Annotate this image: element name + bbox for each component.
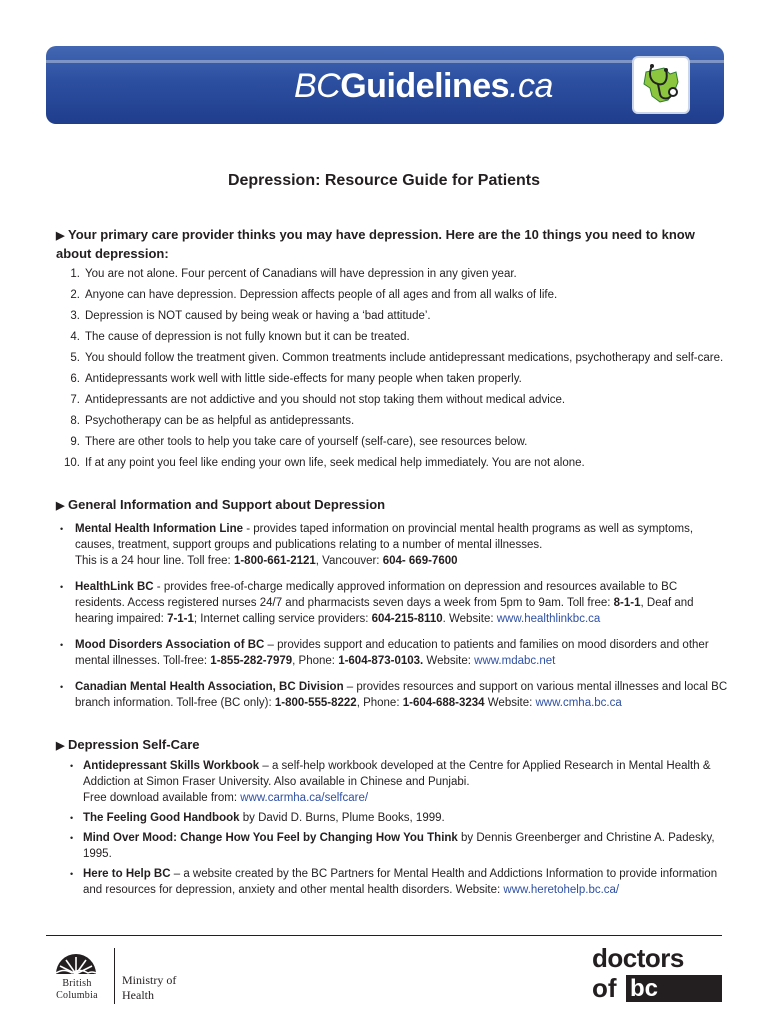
- list-item: [60, 521, 728, 569]
- phone-number: 1-800-555-8222: [274, 697, 357, 709]
- phone-number: 1-604-688-3234: [402, 697, 485, 709]
- resource-line: , Phone:: [356, 697, 403, 709]
- website-link[interactable]: www.mdabc.net: [474, 655, 556, 667]
- resource-name: Mental Health Information Line: [75, 523, 244, 535]
- resource-name: Mood Disorders Association of BC: [75, 639, 265, 651]
- footer-divider: [46, 935, 722, 936]
- item-body: [83, 866, 730, 898]
- of-text: of: [592, 973, 617, 1003]
- logo-separator: [114, 948, 115, 1004]
- item-number: 8.: [70, 415, 80, 427]
- list-item: [56, 308, 736, 329]
- list-item: [70, 758, 730, 806]
- item-number: 9.: [70, 436, 80, 448]
- resource-name: Canadian Mental Health Association, BC Division: [75, 681, 344, 693]
- item-text: There are other tools to help you take care of yourself (self-care), see resources below.: [85, 436, 528, 448]
- item-body: [83, 758, 730, 806]
- doctors-text: doctors: [592, 943, 684, 973]
- province-name: [46, 978, 108, 1002]
- bullet-icon: •: [70, 833, 74, 843]
- item-text: The cause of depression is not fully known but it can be treated.: [85, 331, 410, 343]
- item-number: 2.: [70, 289, 80, 301]
- phone-number: 7-1-1: [167, 613, 194, 625]
- logo-guidelines: Guidelines: [340, 67, 510, 105]
- bullet-icon: •: [60, 582, 64, 592]
- bc-sun-crest-icon: [52, 946, 100, 976]
- list-item: [56, 266, 736, 287]
- item-text: If at any point you feel like ending your own life, seek medical help immediately. You are not alone.: [85, 457, 585, 469]
- list-item: [56, 413, 736, 434]
- list-item: [70, 830, 730, 862]
- resource-desc: - provides free-of-charge medically approved information on depression and resources available to BC residents. Access registered nurses 24/7 and pharmacists seven days a week from 5pm to 9am. Toll free:: [75, 581, 678, 609]
- bullet-icon: •: [60, 524, 64, 534]
- list-item: [56, 434, 736, 455]
- phone-number: 1-604-873-0103.: [338, 655, 424, 667]
- item-number: 1.: [70, 268, 80, 280]
- item-number: 5.: [70, 352, 80, 364]
- list-item: [56, 287, 736, 308]
- resource-name: Antidepressant Skills Workbook: [83, 760, 260, 772]
- resource-line: ; Internet calling service providers:: [193, 613, 372, 625]
- triangle-bullet-icon: ▶: [56, 230, 65, 242]
- item-body: [75, 579, 728, 627]
- resource-desc: – provides resources and support on various mental illnesses and local BC branch information. Toll-free (BC only):: [75, 681, 728, 709]
- item-body: [83, 810, 445, 826]
- ministry-line: Health: [122, 988, 154, 1002]
- header-banner: [46, 46, 724, 124]
- resource-line: Website:: [423, 655, 475, 667]
- selfcare-heading: [56, 736, 696, 755]
- bc-map-stethoscope-icon: [632, 56, 690, 114]
- list-item: [60, 637, 728, 669]
- item-text: Antidepressants work well with little side-effects for many people when taken properly.: [85, 373, 522, 385]
- website-link[interactable]: www.healthlinkbc.ca: [496, 613, 601, 625]
- resource-line: Website:: [484, 697, 536, 709]
- banner-stripe: [46, 60, 724, 63]
- list-item: [56, 392, 736, 413]
- bc-government-logo: [46, 946, 246, 1006]
- item-number: 3.: [70, 310, 80, 322]
- item-body: [75, 679, 728, 711]
- resource-desc: – provides support and education to patients and families on mood disorders and other mental illnesses. Toll-free:: [75, 639, 709, 667]
- list-item: [70, 810, 730, 826]
- bullet-icon: •: [60, 682, 64, 692]
- item-number: 6.: [70, 373, 80, 385]
- ministry-name: [122, 973, 176, 1003]
- general-heading: [56, 496, 696, 515]
- bcguidelines-logo[interactable]: [294, 66, 553, 106]
- resource-desc: – a website created by the BC Partners for Mental Health and Addictions Information to provide information and resources for depression, anxiety and other mental health disorders. Website:: [83, 868, 718, 896]
- resource-name: The Feeling Good Handbook: [83, 812, 240, 824]
- resource-line: . Website:: [442, 613, 497, 625]
- general-heading-text: General Information and Support about Depression: [68, 497, 386, 512]
- item-text: Depression is NOT caused by being weak or having a ‘bad attitude’.: [85, 310, 431, 322]
- website-link[interactable]: www.cmha.bc.ca: [535, 697, 622, 709]
- list-item: [56, 455, 736, 476]
- ministry-line: Ministry of: [122, 973, 177, 987]
- resource-line: This is a 24 hour line. Toll free:: [75, 555, 234, 567]
- intro-heading: [56, 226, 696, 263]
- bullet-icon: •: [70, 761, 74, 771]
- resource-desc: by Dennis Greenberger and Christine A. Padesky, 1995.: [83, 832, 715, 860]
- page-title: Depression: Resource Guide for Patients: [227, 172, 541, 189]
- item-text: Psychotherapy can be as helpful as antidepressants.: [85, 415, 355, 427]
- item-text: You are not alone. Four percent of Canadians will have depression in any given year.: [85, 268, 517, 280]
- phone-number: 1-800-661-2121: [233, 555, 316, 567]
- list-item: [70, 866, 730, 898]
- item-text: Anyone can have depression. Depression affects people of all ages and from all walks of life.: [85, 289, 558, 301]
- list-item: [60, 679, 728, 711]
- logo-ca: .ca: [509, 67, 553, 105]
- resource-name: Here to Help BC: [83, 868, 171, 880]
- phone-number: 604- 669-7600: [382, 555, 458, 567]
- resource-line: Free download available from:: [83, 792, 241, 804]
- resource-line: , Deaf and hearing impaired:: [75, 597, 694, 625]
- triangle-bullet-icon: ▶: [56, 500, 65, 512]
- general-resources-list: [60, 521, 728, 721]
- bullet-icon: •: [70, 813, 74, 823]
- list-item: [60, 579, 728, 627]
- resource-desc: - provides taped information on provincial mental health programs as well as symptoms, causes, treatment, support groups and publications relating to a number of mental illnesses.: [75, 523, 694, 551]
- bc-box-text: bc: [626, 975, 722, 1002]
- website-link[interactable]: www.carmha.ca/selfcare/: [240, 792, 369, 804]
- resource-name: Mind Over Mood: Change How You Feel by Changing How You Think: [83, 832, 458, 844]
- resource-line: , Phone:: [292, 655, 339, 667]
- selfcare-list: [70, 758, 730, 902]
- resource-desc: by David D. Burns, Plume Books, 1999.: [239, 812, 445, 824]
- item-text: You should follow the treatment given. Common treatments include antidepressant medications, psychotherapy and self-care.: [85, 352, 724, 364]
- list-item: [56, 371, 736, 392]
- item-body: [83, 830, 730, 862]
- item-text: Antidepressants are not addictive and you should not stop taking them without medical advice.: [85, 394, 566, 406]
- province-line: British: [62, 978, 92, 989]
- item-number: 10.: [64, 457, 80, 469]
- item-body: [75, 521, 728, 569]
- resource-desc: – a self-help workbook developed at the Centre for Applied Research in Mental Health & Addiction at Simon Fraser University. Also available in Chinese and Punjabi.: [83, 760, 711, 788]
- item-number: 4.: [70, 331, 80, 343]
- intro-heading-text: Your primary care provider thinks you may have depression. Here are the 10 things you need to know about depression:: [56, 227, 695, 261]
- logo-bc: BC: [294, 67, 341, 105]
- website-link[interactable]: www.heretohelp.bc.ca/: [503, 884, 620, 896]
- resource-name: HealthLink BC: [75, 581, 154, 593]
- phone-number: 8-1-1: [613, 597, 641, 609]
- triangle-bullet-icon: ▶: [56, 740, 65, 752]
- bullet-icon: •: [70, 869, 74, 879]
- ten-things-list: [56, 266, 736, 476]
- province-line: Columbia: [56, 990, 98, 1001]
- list-item: [56, 350, 736, 371]
- phone-number: 604-215-8110: [371, 613, 443, 625]
- selfcare-heading-text: Depression Self-Care: [68, 737, 200, 752]
- item-body: [75, 637, 728, 669]
- list-item: [56, 329, 736, 350]
- phone-number: 1-855-282-7979: [210, 655, 293, 667]
- resource-line: , Vancouver:: [315, 555, 383, 567]
- item-number: 7.: [70, 394, 80, 406]
- bullet-icon: •: [60, 640, 64, 650]
- doctors-of-bc-logo: [592, 944, 724, 1004]
